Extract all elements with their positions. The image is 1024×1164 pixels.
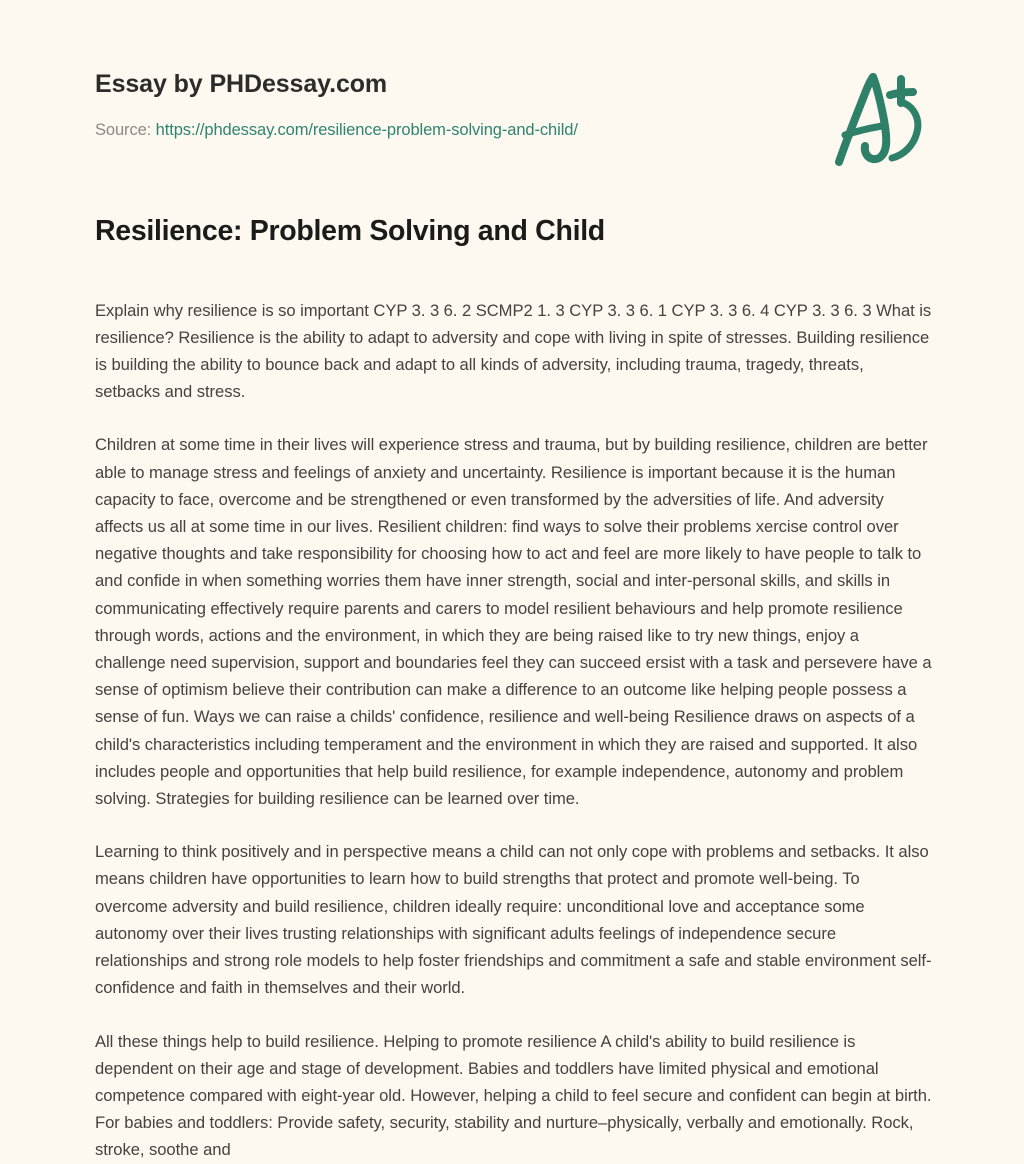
article-paragraph: Learning to think positively and in perspective means a child can not only cope with problems and setbacks. It also means children have opportunities to learn how to build strengths that protect and promote well-being. To overcome adversity and build resilience, children ideally require: unconditional love and acceptance some autonomy over their lives trusting relationships with significant adults feelings of independence secure relationships and strong role models to help foster friendships and commitment a safe and stable environment self-confidence and faith in themselves and their world. — [95, 842, 932, 998]
article-paragraph: All these things help to build resilience. Helping to promote resilience A child's ability to build resilience is dependent on their age and stage of development. Babies and toddlers have limited physical and emotional competence compared with eight-year old. However, helping a child to feel secure and confident can begin at birth. For babies and toddlers: Provide safety, security, stability and nurture–physically, verbally and emotionally. Rock, stroke, soothe and — [95, 1031, 932, 1160]
source-label: Source: — [95, 121, 152, 139]
source-url-link[interactable]: https://phdessay.com/resilience-problem-solving-and-child/ — [155, 121, 578, 139]
article — [95, 214, 933, 1164]
page-header — [0, 0, 1024, 190]
article-paragraph: Children at some time in their lives will experience stress and trauma, but by building resilience, children are better able to manage stress and feelings of anxiety and uncertainty. Resilience is important because it is the human capacity to face, overcome and be strengthened or even transformed by the adversities of life. And adversity affects us all at some time in our lives. Resilient children: find ways to solve their problems xercise control over negative thoughts and take responsibility for choosing how to act and feel are more likely to have people to talk to and confide in when something worries them have inner strength, social and inter-personal skills, and skills in communicating effectively require parents and carers to model resilient behaviours and help promote resilience through words, actions and the environment, in which they are being raised like to try new things, enjoy a challenge need supervision, support and boundaries feel they can succeed ersist with a task and persevere have a sense of optimism believe their contribution can make a difference to an outcome like helping people possess a sense of fun. Ways we can raise a childs' confidence, resilience and well-being Resilience draws on aspects of a child's characteristics including temperament and the environment in which they are raised and supported. It also includes people and opportunities that help build resilience, for example independence, autonomy and problem solving. Strategies for building resilience can be learned over time. — [95, 435, 932, 809]
source-line — [95, 121, 578, 140]
phdessay-a-plus-logo-icon — [812, 62, 932, 172]
article-paragraph: Explain why resilience is so important CYP 3. 3 6. 2 SCMP2 1. 3 CYP 3. 3 6. 1 CYP 3. 3 6. 4 CYP 3. 3 6. 3 What is resilience? Resilience is the ability to adapt to adversity and cope with living in spite of stresses. Building resilience is building the ability to bounce back and adapt to all kinds of adversity, including trauma, tragedy, threats, setbacks and stress. — [95, 300, 932, 402]
page-title: Resilience: Problem Solving and Child — [95, 215, 605, 247]
article-body — [95, 297, 933, 1164]
brand-title: Essay by PHDessay.com — [95, 70, 388, 98]
